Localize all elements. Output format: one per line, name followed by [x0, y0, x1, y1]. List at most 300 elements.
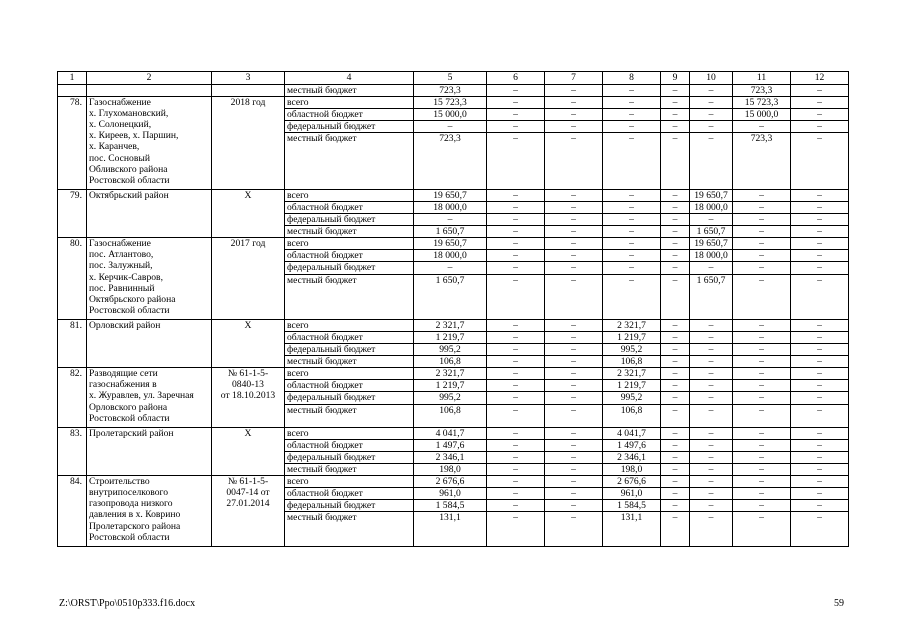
- item-name-line: Разводящие сети: [89, 368, 158, 380]
- table-row: [58, 476, 849, 488]
- item-name-line: х. Журавлев, ул. Заречная: [89, 390, 194, 402]
- budget-value: –: [690, 500, 733, 512]
- item-name-line: пос. Залужный,: [89, 260, 153, 272]
- funding-source: местный бюджет: [285, 404, 414, 427]
- item-name-line: Ростовской области: [89, 174, 170, 186]
- item-name-line: х. Глухомановский,: [89, 108, 169, 120]
- budget-value: –: [791, 500, 849, 512]
- budget-value: –: [545, 250, 603, 262]
- column-header: 6: [487, 72, 545, 85]
- budget-value: 723,3: [414, 85, 487, 97]
- budget-value: 106,8: [603, 356, 661, 368]
- budget-value: –: [487, 250, 545, 262]
- budget-value: –: [661, 488, 690, 500]
- item-name-line: внутрипоселкового: [89, 487, 169, 499]
- budget-value: –: [661, 250, 690, 262]
- item-name-line: Газоснабжение: [89, 238, 151, 250]
- budget-value: –: [661, 226, 690, 238]
- budget-value: –: [791, 133, 849, 190]
- budget-value: –: [487, 332, 545, 344]
- column-header: 1: [58, 72, 87, 85]
- budget-value: 2 676,6: [603, 476, 661, 488]
- budget-value: –: [545, 319, 603, 331]
- budget-value: –: [733, 451, 791, 463]
- budget-value: –: [603, 121, 661, 133]
- budget-value: –: [733, 226, 791, 238]
- header-row: [58, 72, 849, 85]
- budget-value: –: [603, 250, 661, 262]
- item-name-line: пос. Равнинный: [89, 282, 155, 294]
- funding-source: федеральный бюджет: [285, 500, 414, 512]
- budget-value: –: [791, 368, 849, 380]
- column-header: 9: [661, 72, 690, 85]
- item-name: [87, 476, 212, 547]
- item-code-line: Х: [244, 189, 252, 201]
- budget-value: –: [661, 404, 690, 427]
- funding-source: федеральный бюджет: [285, 451, 414, 463]
- column-header: 10: [690, 72, 733, 85]
- budget-value: 18 000,0: [414, 250, 487, 262]
- item-number: 79.: [58, 189, 87, 237]
- funding-source: областной бюджет: [285, 332, 414, 344]
- budget-value: 19 650,7: [690, 238, 733, 250]
- budget-value: –: [661, 464, 690, 476]
- budget-value: 15 723,3: [414, 97, 487, 109]
- budget-value: –: [733, 262, 791, 274]
- item-number: [58, 85, 87, 97]
- column-header: 3: [212, 72, 285, 85]
- budget-value: –: [661, 109, 690, 121]
- budget-value: –: [603, 274, 661, 319]
- budget-value: –: [791, 85, 849, 97]
- budget-value: –: [690, 380, 733, 392]
- budget-value: –: [661, 189, 690, 201]
- budget-value: 995,2: [414, 392, 487, 404]
- item-name-line: Ростовской области: [89, 531, 170, 543]
- table-row: [58, 189, 849, 201]
- budget-value: 1 584,5: [414, 500, 487, 512]
- budget-value: –: [690, 332, 733, 344]
- budget-value: –: [791, 109, 849, 121]
- item-code-line: 2018 год: [230, 97, 266, 109]
- budget-value: 131,1: [603, 512, 661, 546]
- item-name: [87, 368, 212, 427]
- funding-source: областной бюджет: [285, 250, 414, 262]
- budget-value: –: [733, 476, 791, 488]
- funding-source: всего: [285, 476, 414, 488]
- budget-value: –: [487, 344, 545, 356]
- item-code-line: 2017 год: [230, 238, 266, 250]
- table-row: [58, 319, 849, 331]
- budget-value: 1 650,7: [690, 226, 733, 238]
- column-header: 2: [87, 72, 212, 85]
- budget-value: –: [603, 189, 661, 201]
- budget-value: –: [545, 85, 603, 97]
- budget-value: –: [487, 476, 545, 488]
- funding-source: местный бюджет: [285, 512, 414, 546]
- budget-value: 19 650,7: [690, 189, 733, 201]
- budget-value: –: [791, 274, 849, 319]
- budget-value: –: [733, 238, 791, 250]
- budget-value: 2 346,1: [603, 451, 661, 463]
- budget-value: –: [661, 319, 690, 331]
- table-body: [58, 72, 849, 547]
- budget-value: –: [791, 464, 849, 476]
- item-name-line: Обливского района: [89, 163, 168, 175]
- item-name-line: Орловского района: [89, 401, 168, 413]
- budget-value: –: [545, 189, 603, 201]
- budget-value: 131,1: [414, 512, 487, 546]
- funding-source: федеральный бюджет: [285, 392, 414, 404]
- item-name: [87, 427, 212, 475]
- budget-value: –: [661, 274, 690, 319]
- budget-value: –: [545, 500, 603, 512]
- budget-value: –: [414, 121, 487, 133]
- funding-source: областной бюджет: [285, 201, 414, 213]
- budget-value: –: [791, 201, 849, 213]
- budget-value: –: [545, 404, 603, 427]
- budget-value: 2 676,6: [414, 476, 487, 488]
- item-code: [212, 476, 285, 547]
- budget-value: –: [690, 214, 733, 226]
- budget-value: 723,3: [733, 133, 791, 190]
- budget-value: 1 219,7: [414, 332, 487, 344]
- budget-value: –: [414, 214, 487, 226]
- budget-value: –: [661, 201, 690, 213]
- budget-value: –: [791, 512, 849, 546]
- budget-value: 995,2: [603, 392, 661, 404]
- budget-value: –: [791, 392, 849, 404]
- budget-value: 18 000,0: [690, 250, 733, 262]
- budget-value: –: [487, 451, 545, 463]
- item-code-line: 0840-13: [232, 379, 264, 391]
- budget-value: –: [733, 344, 791, 356]
- budget-value: –: [487, 121, 545, 133]
- budget-value: –: [690, 451, 733, 463]
- item-code-line: от 18.10.2013: [220, 390, 276, 402]
- budget-value: 106,8: [603, 404, 661, 427]
- budget-value: 19 650,7: [414, 189, 487, 201]
- budget-value: –: [487, 109, 545, 121]
- budget-value: –: [733, 332, 791, 344]
- budget-value: –: [487, 133, 545, 190]
- budget-value: 995,2: [603, 344, 661, 356]
- budget-value: –: [690, 427, 733, 439]
- budget-value: –: [791, 380, 849, 392]
- budget-value: 723,3: [414, 133, 487, 190]
- column-header: 11: [733, 72, 791, 85]
- budget-value: 995,2: [414, 344, 487, 356]
- budget-value: –: [487, 439, 545, 451]
- budget-value: –: [791, 238, 849, 250]
- budget-value: 19 650,7: [414, 238, 487, 250]
- budget-value: –: [791, 332, 849, 344]
- budget-value: –: [545, 356, 603, 368]
- budget-value: –: [733, 319, 791, 331]
- budget-value: –: [733, 404, 791, 427]
- budget-value: 4 041,7: [414, 427, 487, 439]
- budget-value: 1 497,6: [603, 439, 661, 451]
- budget-value: –: [545, 512, 603, 546]
- budget-value: 1 650,7: [690, 274, 733, 319]
- budget-value: –: [545, 226, 603, 238]
- item-name-line: газопровода низкого: [89, 498, 173, 510]
- budget-value: –: [690, 109, 733, 121]
- budget-value: –: [487, 464, 545, 476]
- budget-value: –: [545, 97, 603, 109]
- budget-value: –: [791, 250, 849, 262]
- item-name-line: Пролетарский район: [89, 427, 174, 439]
- funding-source: всего: [285, 97, 414, 109]
- budget-value: 961,0: [603, 488, 661, 500]
- item-code-line: № 61-1-5-: [227, 476, 269, 488]
- budget-value: –: [661, 356, 690, 368]
- item-name-line: х. Керчик-Савров,: [89, 271, 163, 283]
- budget-value: –: [661, 97, 690, 109]
- budget-value: 106,8: [414, 404, 487, 427]
- budget-value: –: [661, 392, 690, 404]
- budget-value: –: [487, 427, 545, 439]
- budget-value: –: [661, 512, 690, 546]
- budget-value: –: [487, 189, 545, 201]
- budget-value: –: [791, 262, 849, 274]
- item-name-line: Ростовской области: [89, 412, 170, 424]
- item-name-line: х. Солонецкий,: [89, 119, 152, 131]
- budget-value: –: [733, 121, 791, 133]
- budget-value: –: [791, 488, 849, 500]
- budget-value: –: [487, 380, 545, 392]
- budget-value: –: [487, 488, 545, 500]
- funding-source: федеральный бюджет: [285, 121, 414, 133]
- budget-value: 2 346,1: [414, 451, 487, 463]
- column-header: 4: [285, 72, 414, 85]
- item-code: [212, 97, 285, 190]
- budget-value: –: [791, 344, 849, 356]
- budget-value: –: [487, 512, 545, 546]
- budget-value: –: [545, 439, 603, 451]
- budget-value: –: [791, 439, 849, 451]
- budget-value: –: [661, 332, 690, 344]
- budget-value: 18 000,0: [414, 201, 487, 213]
- budget-value: –: [690, 319, 733, 331]
- item-name-line: Газоснабжение: [89, 97, 151, 109]
- budget-value: –: [791, 404, 849, 427]
- budget-value: –: [791, 319, 849, 331]
- item-name-line: давления в х. Коврино: [89, 509, 181, 521]
- budget-value: –: [791, 121, 849, 133]
- budget-value: 2 321,7: [414, 368, 487, 380]
- item-name-line: Ростовской области: [89, 304, 170, 316]
- budget-value: –: [545, 488, 603, 500]
- budget-value: 1 584,5: [603, 500, 661, 512]
- budget-value: –: [487, 85, 545, 97]
- budget-value: –: [661, 368, 690, 380]
- budget-value: –: [487, 97, 545, 109]
- budget-value: –: [791, 356, 849, 368]
- item-name-line: Октябрьский район: [89, 189, 169, 201]
- budget-table: [57, 71, 849, 547]
- budget-value: –: [487, 201, 545, 213]
- budget-value: –: [545, 133, 603, 190]
- budget-value: –: [603, 226, 661, 238]
- budget-value: –: [690, 344, 733, 356]
- budget-value: –: [690, 85, 733, 97]
- funding-source: областной бюджет: [285, 109, 414, 121]
- budget-value: –: [545, 427, 603, 439]
- budget-value: 2 321,7: [603, 319, 661, 331]
- funding-source: местный бюджет: [285, 226, 414, 238]
- budget-value: –: [545, 121, 603, 133]
- funding-source: областной бюджет: [285, 488, 414, 500]
- budget-value: 198,0: [603, 464, 661, 476]
- budget-value: –: [487, 319, 545, 331]
- table-row: [58, 368, 849, 380]
- budget-value: –: [661, 344, 690, 356]
- budget-value: –: [733, 488, 791, 500]
- budget-value: –: [545, 368, 603, 380]
- item-name-line: х. Киреев, х. Паршин,: [89, 130, 179, 142]
- item-code: [212, 319, 285, 367]
- budget-value: –: [545, 380, 603, 392]
- budget-value: –: [545, 214, 603, 226]
- budget-value: –: [545, 392, 603, 404]
- budget-value: –: [733, 356, 791, 368]
- budget-value: –: [733, 464, 791, 476]
- budget-value: –: [690, 356, 733, 368]
- table-row: [58, 427, 849, 439]
- budget-value: –: [791, 451, 849, 463]
- budget-value: 961,0: [414, 488, 487, 500]
- budget-value: –: [487, 262, 545, 274]
- item-name-line: Пролетарского района: [89, 520, 181, 532]
- budget-value: 1 650,7: [414, 226, 487, 238]
- column-header: 12: [791, 72, 849, 85]
- document-path: Z:\ORST\Ppo\0510p333.f16.docx: [59, 598, 196, 609]
- budget-value: –: [733, 201, 791, 213]
- budget-value: –: [487, 356, 545, 368]
- funding-source: всего: [285, 319, 414, 331]
- budget-value: –: [545, 109, 603, 121]
- item-number: 82.: [58, 368, 87, 427]
- budget-value: –: [733, 427, 791, 439]
- budget-value: –: [733, 512, 791, 546]
- funding-source: всего: [285, 427, 414, 439]
- budget-value: –: [545, 201, 603, 213]
- budget-value: –: [661, 476, 690, 488]
- column-header: 5: [414, 72, 487, 85]
- budget-value: –: [791, 476, 849, 488]
- budget-value: –: [690, 97, 733, 109]
- budget-value: –: [603, 238, 661, 250]
- budget-value: 1 650,7: [414, 274, 487, 319]
- budget-value: –: [603, 133, 661, 190]
- budget-value: –: [791, 189, 849, 201]
- budget-value: –: [487, 368, 545, 380]
- budget-value: –: [545, 262, 603, 274]
- item-number: 83.: [58, 427, 87, 475]
- budget-value: –: [733, 250, 791, 262]
- budget-value: 18 000,0: [690, 201, 733, 213]
- budget-value: 106,8: [414, 356, 487, 368]
- budget-value: –: [791, 97, 849, 109]
- item-name-line: Октябрьского района: [89, 293, 176, 305]
- budget-value: –: [661, 85, 690, 97]
- budget-value: –: [545, 464, 603, 476]
- budget-value: –: [690, 368, 733, 380]
- budget-value: –: [791, 427, 849, 439]
- item-code: [212, 427, 285, 475]
- item-code: [212, 238, 285, 320]
- budget-value: –: [545, 344, 603, 356]
- budget-value: –: [545, 476, 603, 488]
- item-name: [87, 97, 212, 190]
- funding-source: областной бюджет: [285, 380, 414, 392]
- funding-source: областной бюджет: [285, 439, 414, 451]
- budget-value: –: [690, 512, 733, 546]
- budget-value: –: [733, 380, 791, 392]
- item-name: [87, 238, 212, 320]
- item-name-line: газоснабжения в: [89, 379, 157, 391]
- budget-value: –: [487, 500, 545, 512]
- column-header: 8: [603, 72, 661, 85]
- budget-value: –: [603, 262, 661, 274]
- budget-value: –: [414, 262, 487, 274]
- budget-value: –: [661, 238, 690, 250]
- budget-value: 723,3: [733, 85, 791, 97]
- budget-value: –: [487, 214, 545, 226]
- budget-value: –: [603, 109, 661, 121]
- budget-value: –: [690, 439, 733, 451]
- item-code-line: № 61-1-5-: [227, 368, 269, 380]
- budget-value: –: [733, 368, 791, 380]
- funding-source: местный бюджет: [285, 133, 414, 190]
- budget-value: –: [545, 238, 603, 250]
- funding-source: местный бюджет: [285, 85, 414, 97]
- budget-value: –: [690, 262, 733, 274]
- funding-source: местный бюджет: [285, 274, 414, 319]
- item-number: 78.: [58, 97, 87, 190]
- funding-source: всего: [285, 238, 414, 250]
- budget-value: –: [545, 451, 603, 463]
- budget-value: –: [603, 201, 661, 213]
- budget-value: –: [603, 85, 661, 97]
- item-number: 80.: [58, 238, 87, 320]
- budget-value: 1 219,7: [414, 380, 487, 392]
- budget-value: 198,0: [414, 464, 487, 476]
- budget-value: 1 219,7: [603, 332, 661, 344]
- item-name: [87, 189, 212, 237]
- budget-value: –: [487, 238, 545, 250]
- budget-value: –: [661, 262, 690, 274]
- budget-value: –: [791, 214, 849, 226]
- budget-value: –: [690, 476, 733, 488]
- budget-value: –: [661, 439, 690, 451]
- budget-value: –: [661, 500, 690, 512]
- table-row: [58, 85, 849, 97]
- budget-value: 1 497,6: [414, 439, 487, 451]
- budget-value: –: [603, 97, 661, 109]
- funding-source: федеральный бюджет: [285, 344, 414, 356]
- item-name-line: Орловский район: [89, 319, 161, 331]
- item-name-line: пос. Сосновый: [89, 152, 150, 164]
- budget-value: –: [487, 392, 545, 404]
- item-code-line: Х: [244, 427, 252, 439]
- budget-value: –: [545, 274, 603, 319]
- budget-value: –: [690, 133, 733, 190]
- budget-value: –: [733, 392, 791, 404]
- budget-value: 15 723,3: [733, 97, 791, 109]
- budget-value: –: [603, 214, 661, 226]
